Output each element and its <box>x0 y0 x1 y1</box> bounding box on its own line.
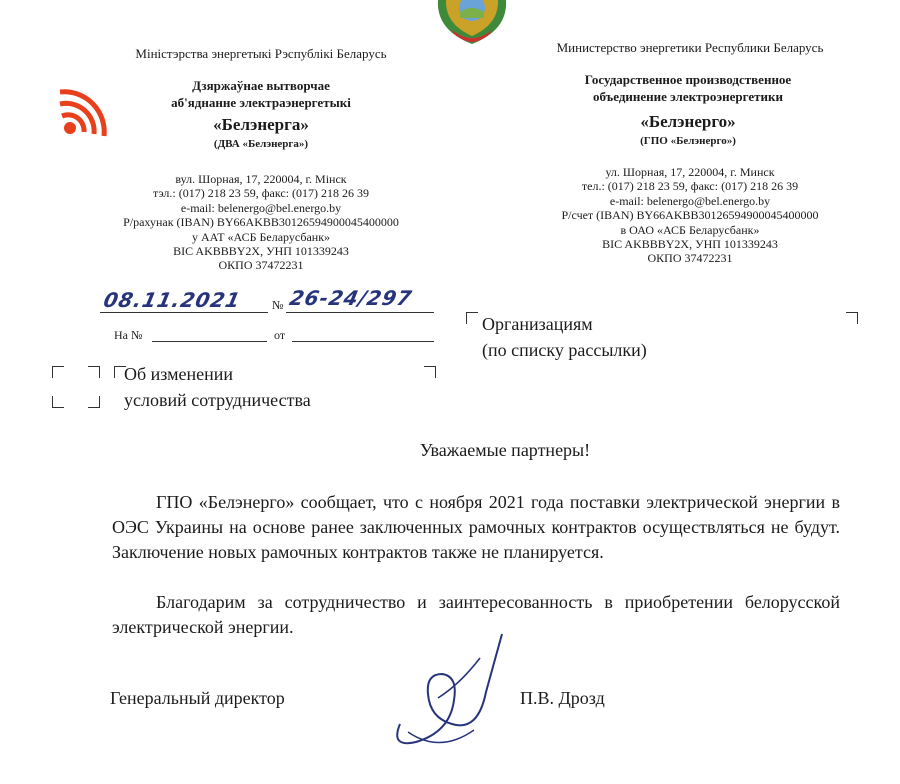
addressee-corner <box>846 312 858 324</box>
body-paragraph-1: ГПО «Белэнерго» сообщает, что с ноября 2021 года поставки электрической энергии в ОЭС Украины на основе ранее заключенных рамочных контрактов осуществляться не будут. Заключение новых рамочных контрактов также не планируется. <box>112 492 840 562</box>
belenergo-logo-icon <box>52 88 108 154</box>
addressee-line-2: (по списку рассылки) <box>482 340 647 360</box>
number-sign: № <box>272 298 284 312</box>
address-line: Р/счет (IBAN) BY66AKBB30126594900045400000 <box>561 208 819 223</box>
reply-to-line <box>152 341 267 342</box>
salutation: Уважаемые партнеры! <box>419 440 591 460</box>
address-line: ОКПО 37472231 <box>218 258 304 273</box>
ministry-by: Міністэрства энергетыкі Рэспублікі Беларусь <box>135 46 387 61</box>
org-name-ru-line-1: Государственное производственное <box>584 72 792 87</box>
org-name-by-line-1: Дзяржаўнае вытворчае <box>192 78 330 93</box>
address-line: Р/рахунак (IBAN) BY66AKBB30126594900045400000 <box>123 215 399 230</box>
addressee-line-1: Организациям <box>482 314 593 334</box>
brand-short-ru: (ГПО «Белэнерго») <box>640 135 736 147</box>
address-line: ОКПО 37472231 <box>647 251 733 266</box>
handwritten-date: 08.11.2021 <box>101 288 244 312</box>
body-paragraph-2: Благодарим за сотрудничество и заинтересованность в приобретении белорусской электрической энергии. <box>112 592 840 637</box>
address-block-by <box>96 172 426 273</box>
addressee-corner <box>466 312 478 324</box>
subject-line-2: условий сотрудничества <box>124 390 311 410</box>
brand-ru: «Белэнерго» <box>640 112 736 131</box>
reply-from-line <box>292 341 434 342</box>
subject-corner <box>88 396 100 408</box>
address-line: тэл.: (017) 218 23 59, факс: (017) 218 26 39 <box>152 186 370 201</box>
number-underline <box>286 312 434 313</box>
address-line: e-mail: belenergo@bel.energo.by <box>180 200 342 215</box>
reply-to-label: На № <box>114 328 143 342</box>
reply-from-label: от <box>274 328 286 342</box>
handwritten-reg-number: 26-24/297 <box>287 286 415 310</box>
state-emblem-icon <box>432 0 512 46</box>
brand-short-by: (ДВА «Белэнерга») <box>213 138 309 150</box>
subject-corner <box>88 366 100 378</box>
address-line: e-mail: belenergo@bel.energo.by <box>609 193 771 208</box>
address-line: BIC AKBBBY2X, УНП 101339243 <box>173 244 349 259</box>
handwritten-signature-icon <box>380 628 530 758</box>
date-underline <box>100 312 268 313</box>
subject-corner <box>424 366 436 378</box>
address-line: BIC AKBBBY2X, УНП 101339243 <box>602 237 778 252</box>
ministry-ru: Министерство энергетики Республики Беларусь <box>556 40 824 55</box>
subject-corner <box>52 396 64 408</box>
brand-by: «Белэнерга» <box>213 115 309 134</box>
address-line: ул. Шорная, 17, 220004, г. Минск <box>605 165 775 179</box>
subject-corner <box>52 366 64 378</box>
signer-name: П.В. Дрозд <box>520 688 605 708</box>
address-line: у ААТ «АСБ Беларусбанк» <box>191 229 331 244</box>
address-line: тел.: (017) 218 23 59, факс: (017) 218 26 39 <box>581 179 799 194</box>
org-name-ru-line-2: объединение электроэнергетики <box>592 89 784 104</box>
subject-line-1: Об изменении <box>124 364 234 384</box>
address-line: в ОАО «АСБ Беларусбанк» <box>620 222 760 237</box>
signer-position: Генеральный директор <box>110 688 285 708</box>
address-line: вул. Шорная, 17, 220004, г. Мінск <box>175 172 347 186</box>
address-block-ru <box>520 165 860 266</box>
org-name-by-line-2: аб'яднанне электраэнергетыкі <box>171 95 351 110</box>
